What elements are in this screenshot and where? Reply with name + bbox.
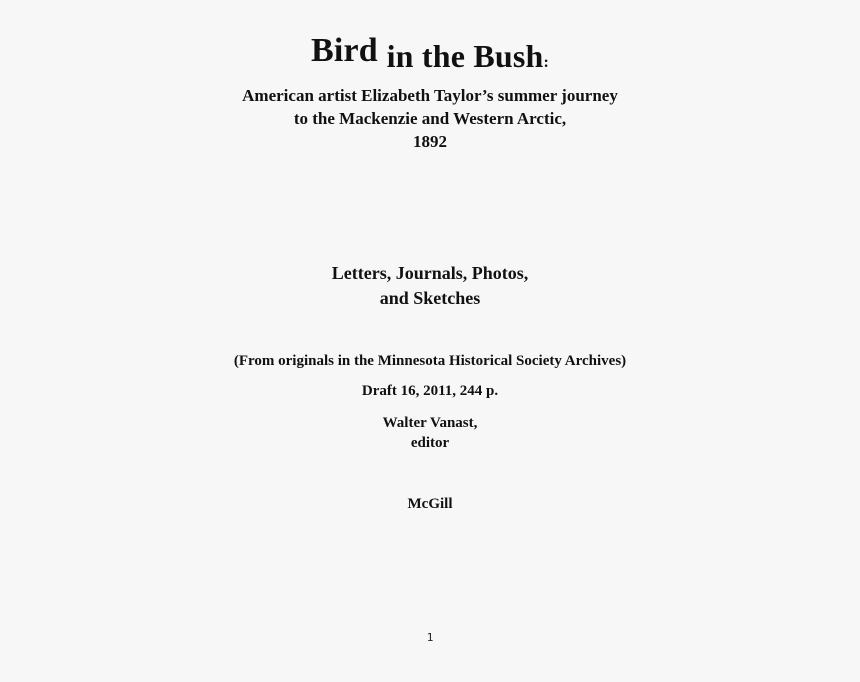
- document-title: [0, 32, 860, 83]
- source-note: (From originals in the Minnesota Historical Society Archives): [233, 353, 627, 369]
- editor-name: Walter Vanast,: [382, 415, 478, 431]
- section-line-2: and Sketches: [379, 288, 481, 308]
- title-rest: in the Bush: [386, 38, 544, 74]
- editor-role: editor: [410, 435, 450, 451]
- section-heading: [0, 261, 860, 311]
- title-word-bird: Bird: [310, 32, 378, 69]
- title-colon: :: [543, 54, 550, 71]
- section-line-1: Letters, Journals, Photos,: [331, 263, 529, 283]
- document-subtitle: [0, 84, 860, 153]
- subtitle-line-1: American artist Elizabeth Taylor’s summer journey: [242, 86, 618, 105]
- publisher: McGill: [407, 496, 453, 512]
- subtitle-line-3: 1892: [413, 132, 447, 151]
- draft-note: Draft 16, 2011, 244 p.: [361, 383, 499, 399]
- page-number: 1: [426, 631, 434, 644]
- editor-credit: [0, 413, 860, 453]
- subtitle-line-2: to the Mackenzie and Western Arctic,: [293, 109, 567, 128]
